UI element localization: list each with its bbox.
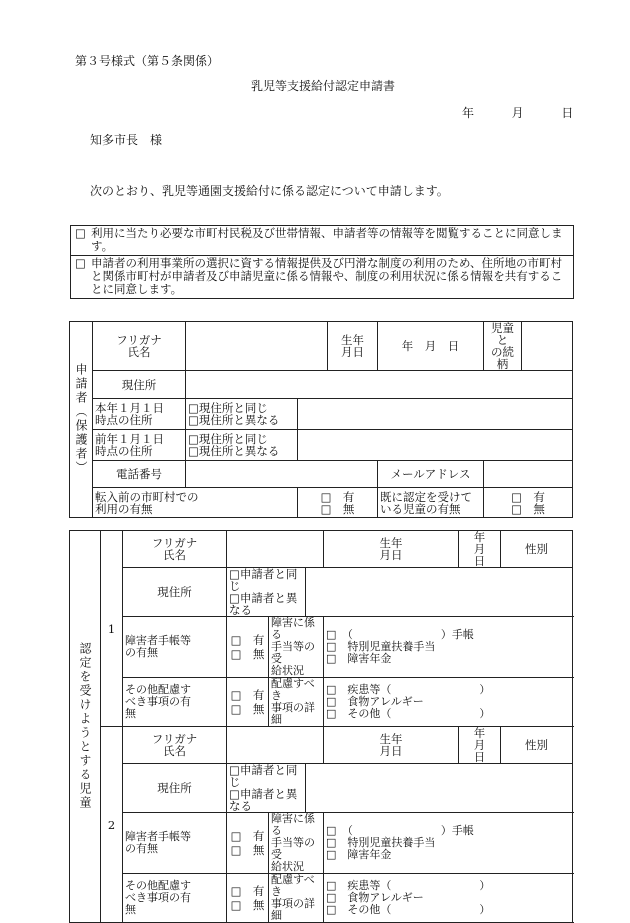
care-detail-label: 配慮すべき 事項の詳細: [269, 874, 324, 923]
furigana-name-label: フリガナ 氏名: [93, 322, 186, 371]
applicant-name-field[interactable]: [186, 322, 328, 371]
phone-field[interactable]: [186, 461, 378, 488]
consent-box: [70, 225, 574, 299]
form-number: 第３号様式（第５条関係）: [75, 54, 220, 68]
care-items-options[interactable]: □ 有 □ 無: [227, 874, 269, 923]
child-birthdate-field[interactable]: 年 月 日: [459, 531, 501, 568]
jan-prev-year-address-field[interactable]: [298, 430, 573, 461]
care-items-label: その他配慮す べき事項の有 無: [123, 678, 227, 727]
phone-label: 電話番号: [93, 461, 186, 488]
allowance-label: 障害に係る 手当等の受 給状況: [269, 813, 324, 874]
sex-label: 性別: [501, 727, 573, 764]
disability-cert-label: 障害者手帳等 の有無: [123, 813, 227, 874]
relation-field[interactable]: [522, 322, 573, 371]
child-address-options[interactable]: □申請者と同じ □申請者と異なる: [227, 764, 306, 813]
care-detail-options[interactable]: □ 疾患等（ ） □ 食物アレルギー □ その他（ ）: [324, 874, 573, 923]
child-address-field[interactable]: [306, 764, 573, 813]
prev-city-usage-options[interactable]: □ 有 □ 無: [298, 488, 378, 518]
child-address-options[interactable]: □申請者と同じ □申請者と異なる: [227, 568, 306, 617]
address-label: 現住所: [123, 764, 227, 813]
date-month: 月: [511, 106, 524, 120]
applicant-section-label: 申請者（保護者）: [70, 322, 93, 518]
prev-city-usage-label: 転入前の市町村での 利用の有無: [93, 488, 298, 518]
birthdate-label: 生年 月日: [324, 531, 459, 568]
birthdate-label: 生年 月日: [324, 727, 459, 764]
consent-text: 申請者の利用事業所の選択に資する情報提供及び円滑な制度の利用のため、住所地の市町村と関係市町村が申請者及び申請児童に係る情報や、制度の利用状況に係る情報を共有することに同意します。: [91, 256, 563, 296]
disability-cert-options[interactable]: □ 有 □ 無: [227, 617, 269, 678]
jan-prev-year-options[interactable]: □現住所と同じ □現住所と異なる: [186, 430, 298, 461]
jan-this-year-options[interactable]: □現住所と同じ □現住所と異なる: [186, 399, 298, 430]
child-name-field[interactable]: [227, 531, 324, 568]
date-line: [462, 104, 573, 121]
furigana-name-label: フリガナ 氏名: [123, 727, 227, 764]
disability-cert-label: 障害者手帳等 の有無: [123, 617, 227, 678]
applicant-table: [69, 321, 573, 518]
sex-label: 性別: [501, 531, 573, 568]
care-detail-label: 配慮すべき 事項の詳細: [269, 678, 324, 727]
child-number: 1: [101, 531, 123, 727]
allowance-options[interactable]: □ （ ）手帳 □ 特別児童扶養手当 □ 障害年金: [324, 617, 573, 678]
care-items-label: その他配慮す べき事項の有 無: [123, 874, 227, 923]
allowance-options[interactable]: □ （ ）手帳 □ 特別児童扶養手当 □ 障害年金: [324, 813, 573, 874]
disability-cert-options[interactable]: □ 有 □ 無: [227, 813, 269, 874]
consent-text: 利用に当たり必要な市町村民税及び世帯情報、申請者等の情報等を閲覧することに同意します。: [91, 226, 563, 253]
intro-text: 次のとおり、乳児等通園支援給付に係る認定について申請します。: [90, 184, 449, 198]
email-label: メールアドレス: [378, 461, 484, 488]
consent-row[interactable]: [71, 226, 573, 255]
furigana-name-label: フリガナ 氏名: [123, 531, 227, 568]
certified-child-label: 既に認定を受けて いる児童の有無: [378, 488, 484, 518]
allowance-label: 障害に係る 手当等の受 給状況: [269, 617, 324, 678]
document-title: 乳児等支援給付認定申請書: [251, 79, 396, 93]
child-birthdate-field[interactable]: 年 月 日: [459, 727, 501, 764]
birthdate-label: 生年 月日: [328, 322, 378, 371]
care-detail-options[interactable]: □ 疾患等（ ） □ 食物アレルギー □ その他（ ）: [324, 678, 573, 727]
jan-this-year-label: 本年１月１日 時点の住所: [93, 399, 186, 430]
child-address-field[interactable]: [306, 568, 573, 617]
address-label: 現住所: [123, 568, 227, 617]
child-name-field[interactable]: [227, 727, 324, 764]
consent-row[interactable]: [71, 255, 573, 298]
children-section-label: 認定を受けようとする児童: [70, 531, 101, 923]
email-field[interactable]: [484, 461, 573, 488]
date-year: 年: [462, 106, 475, 120]
child-number: 2: [101, 727, 123, 923]
addressee: 知多市長 様: [90, 133, 163, 147]
applicant-address-field[interactable]: [186, 371, 573, 399]
checkbox[interactable]: □: [75, 256, 86, 270]
applicant-birthdate-field[interactable]: 年 月 日: [378, 322, 484, 371]
address-label: 現住所: [93, 371, 186, 399]
jan-this-year-address-field[interactable]: [298, 399, 573, 430]
relation-label: 児童と の続柄: [484, 322, 522, 371]
care-items-options[interactable]: □ 有 □ 無: [227, 678, 269, 727]
certified-child-options[interactable]: □ 有 □ 無: [484, 488, 573, 518]
checkbox[interactable]: □: [75, 226, 86, 240]
jan-prev-year-label: 前年１月１日 時点の住所: [93, 430, 186, 461]
date-day: 日: [561, 106, 574, 120]
children-table: [69, 530, 573, 923]
